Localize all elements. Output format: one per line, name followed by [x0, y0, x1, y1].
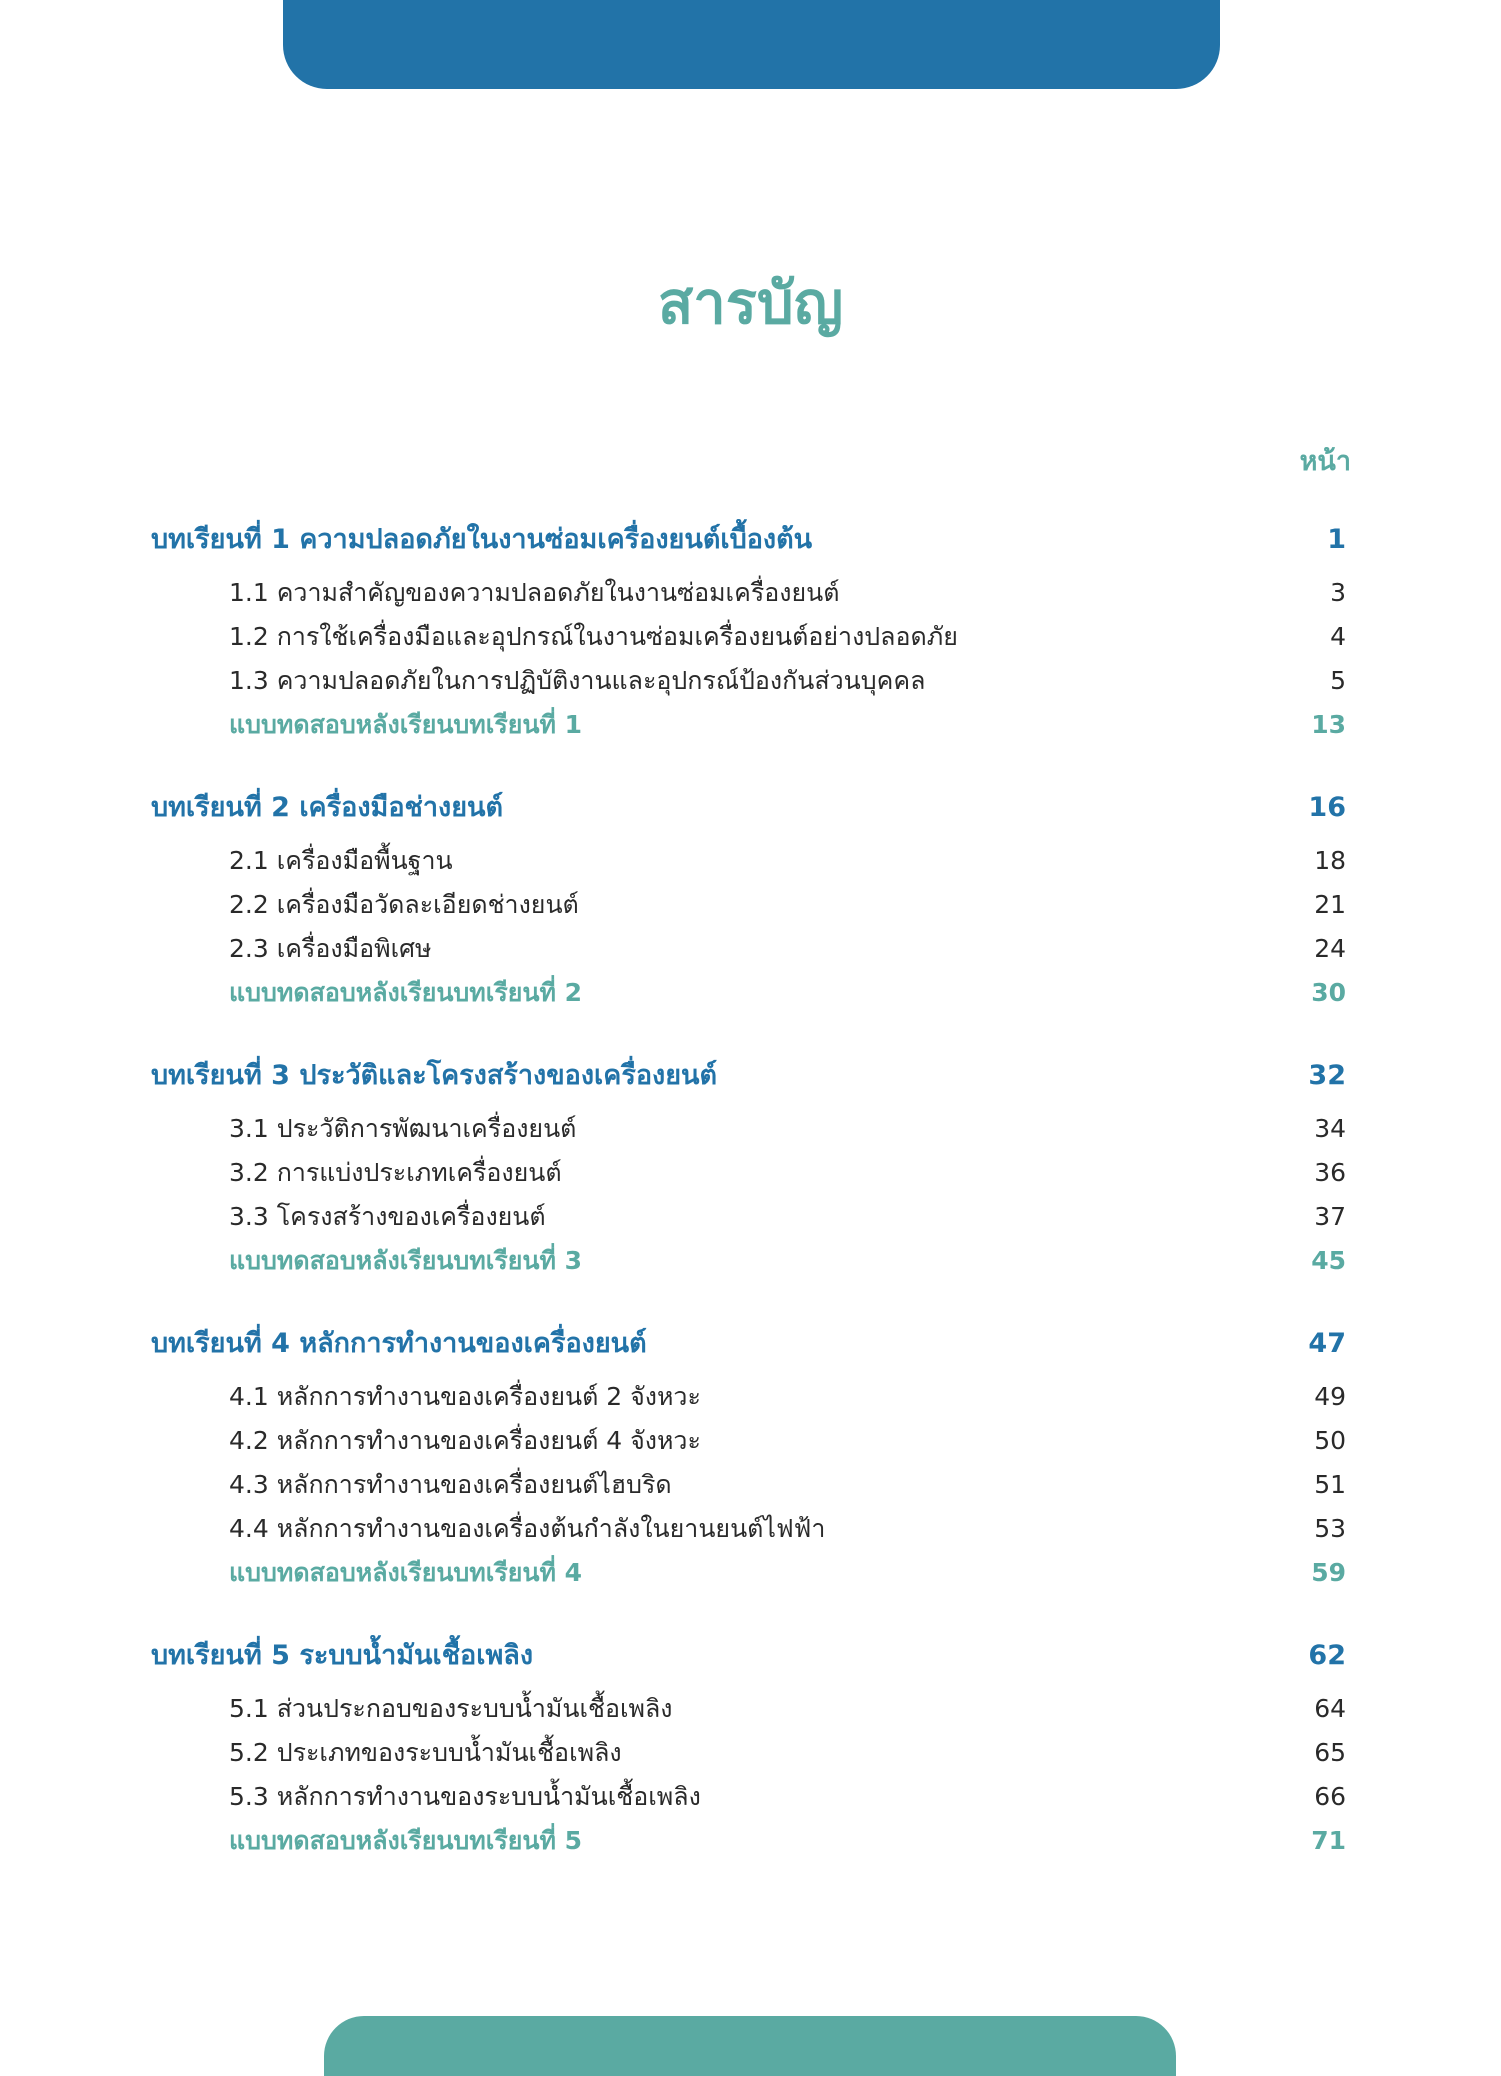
- test-title: แบบทดสอบหลังเรียนบทเรียนที่ 2: [229, 978, 583, 1007]
- section-page: 50: [1314, 1426, 1346, 1455]
- section-page: 65: [1314, 1738, 1346, 1767]
- chapter-heading[interactable]: [151, 1633, 1346, 1681]
- section-entry[interactable]: [151, 1109, 1346, 1153]
- chapter-title: บทเรียนที่ 3 ประวัติและโครงสร้างของเครื่องยนต์: [151, 1060, 718, 1091]
- section-entry[interactable]: [151, 661, 1346, 705]
- header-banner: [283, 0, 1220, 89]
- section-title: 3.2 การแบ่งประเภทเครื่องยนต์: [229, 1158, 562, 1187]
- section-page: 18: [1314, 846, 1346, 875]
- section-title: 5.1 ส่วนประกอบของระบบน้ำมันเชื้อเพลิง: [229, 1694, 673, 1723]
- section-title: 4.3 หลักการทำงานของเครื่องยนต์ไฮบริด: [229, 1470, 672, 1499]
- chapter-page: 16: [1308, 792, 1346, 823]
- section-title: 2.2 เครื่องมือวัดละเอียดช่างยนต์: [229, 890, 579, 919]
- section-entry[interactable]: [151, 1377, 1346, 1421]
- chapter-4: [151, 1321, 1346, 1597]
- test-page: 45: [1311, 1246, 1346, 1275]
- test-entry[interactable]: [151, 705, 1346, 749]
- test-title: แบบทดสอบหลังเรียนบทเรียนที่ 3: [229, 1246, 583, 1275]
- section-title: 4.1 หลักการทำงานของเครื่องยนต์ 2 จังหวะ: [229, 1382, 701, 1411]
- section-title: 5.2 ประเภทของระบบน้ำมันเชื้อเพลิง: [229, 1738, 622, 1767]
- test-page: 59: [1311, 1558, 1346, 1587]
- test-entry[interactable]: [151, 973, 1346, 1017]
- section-entry[interactable]: [151, 573, 1346, 617]
- section-title: 3.3 โครงสร้างของเครื่องยนต์: [229, 1202, 546, 1231]
- section-entry[interactable]: [151, 1689, 1346, 1733]
- section-entry[interactable]: [151, 885, 1346, 929]
- section-title: 3.1 ประวัติการพัฒนาเครื่องยนต์: [229, 1114, 577, 1143]
- section-title: 4.2 หลักการทำงานของเครื่องยนต์ 4 จังหวะ: [229, 1426, 701, 1455]
- section-entry[interactable]: [151, 1733, 1346, 1777]
- section-page: 64: [1314, 1694, 1346, 1723]
- section-title: 2.3 เครื่องมือพิเศษ: [229, 934, 432, 963]
- section-entry[interactable]: [151, 617, 1346, 661]
- section-title: 2.1 เครื่องมือพื้นฐาน: [229, 846, 453, 875]
- test-title: แบบทดสอบหลังเรียนบทเรียนที่ 1: [229, 710, 583, 739]
- section-entry[interactable]: [151, 1777, 1346, 1821]
- section-entry[interactable]: [151, 841, 1346, 885]
- chapter-page: 1: [1327, 524, 1346, 555]
- section-title: 1.2 การใช้เครื่องมือและอุปกรณ์ในงานซ่อมเครื่องยนต์อย่างปลอดภัย: [229, 622, 958, 651]
- section-title: 1.1 ความสำคัญของความปลอดภัยในงานซ่อมเครื่องยนต์: [229, 578, 840, 607]
- chapter-page: 62: [1308, 1640, 1346, 1671]
- section-page: 49: [1314, 1382, 1346, 1411]
- section-title: 1.3 ความปลอดภัยในการปฏิบัติงานและอุปกรณ์ป้องกันส่วนบุคคล: [229, 666, 926, 695]
- section-page: 53: [1314, 1514, 1346, 1543]
- section-title: 4.4 หลักการทำงานของเครื่องต้นกำลังในยานยนต์ไฟฟ้า: [229, 1514, 826, 1543]
- chapter-2: [151, 785, 1346, 1017]
- test-title: แบบทดสอบหลังเรียนบทเรียนที่ 4: [229, 1558, 583, 1587]
- footer-banner: [324, 2016, 1176, 2076]
- test-entry[interactable]: [151, 1241, 1346, 1285]
- chapter-heading[interactable]: [151, 1053, 1346, 1101]
- chapter-1: [151, 517, 1346, 749]
- section-page: 51: [1314, 1470, 1346, 1499]
- test-page: 13: [1311, 710, 1346, 739]
- section-page: 3: [1330, 578, 1346, 607]
- section-page: 66: [1314, 1782, 1346, 1811]
- chapter-title: บทเรียนที่ 4 หลักการทำงานของเครื่องยนต์: [151, 1328, 647, 1359]
- section-page: 21: [1314, 890, 1346, 919]
- chapter-page: 47: [1308, 1328, 1346, 1359]
- section-entry[interactable]: [151, 1509, 1346, 1553]
- section-entry[interactable]: [151, 1153, 1346, 1197]
- chapter-3: [151, 1053, 1346, 1285]
- chapter-5: [151, 1633, 1346, 1865]
- page-title: สารบัญ: [657, 269, 844, 337]
- test-page: 71: [1311, 1826, 1346, 1855]
- chapter-page: 32: [1308, 1060, 1346, 1091]
- section-entry[interactable]: [151, 1465, 1346, 1509]
- section-page: 37: [1314, 1202, 1346, 1231]
- test-entry[interactable]: [151, 1553, 1346, 1597]
- chapter-heading[interactable]: [151, 1321, 1346, 1369]
- section-entry[interactable]: [151, 929, 1346, 973]
- section-page: 34: [1314, 1114, 1346, 1143]
- chapter-title: บทเรียนที่ 5 ระบบน้ำมันเชื้อเพลิง: [151, 1640, 534, 1671]
- chapter-title: บทเรียนที่ 2 เครื่องมือช่างยนต์: [151, 792, 504, 823]
- section-page: 4: [1330, 622, 1346, 651]
- section-page: 5: [1330, 666, 1346, 695]
- section-entry[interactable]: [151, 1421, 1346, 1465]
- section-page: 36: [1314, 1158, 1346, 1187]
- test-page: 30: [1311, 978, 1346, 1007]
- section-title: 5.3 หลักการทำงานของระบบน้ำมันเชื้อเพลิง: [229, 1782, 701, 1811]
- chapter-heading[interactable]: [151, 517, 1346, 565]
- table-of-contents: [151, 517, 1346, 1901]
- section-page: 24: [1314, 934, 1346, 963]
- chapter-heading[interactable]: [151, 785, 1346, 833]
- section-entry[interactable]: [151, 1197, 1346, 1241]
- chapter-title: บทเรียนที่ 1 ความปลอดภัยในงานซ่อมเครื่องยนต์เบื้องต้น: [151, 524, 813, 555]
- test-entry[interactable]: [151, 1821, 1346, 1865]
- page-column-label: หน้า: [1299, 446, 1351, 477]
- test-title: แบบทดสอบหลังเรียนบทเรียนที่ 5: [229, 1826, 583, 1855]
